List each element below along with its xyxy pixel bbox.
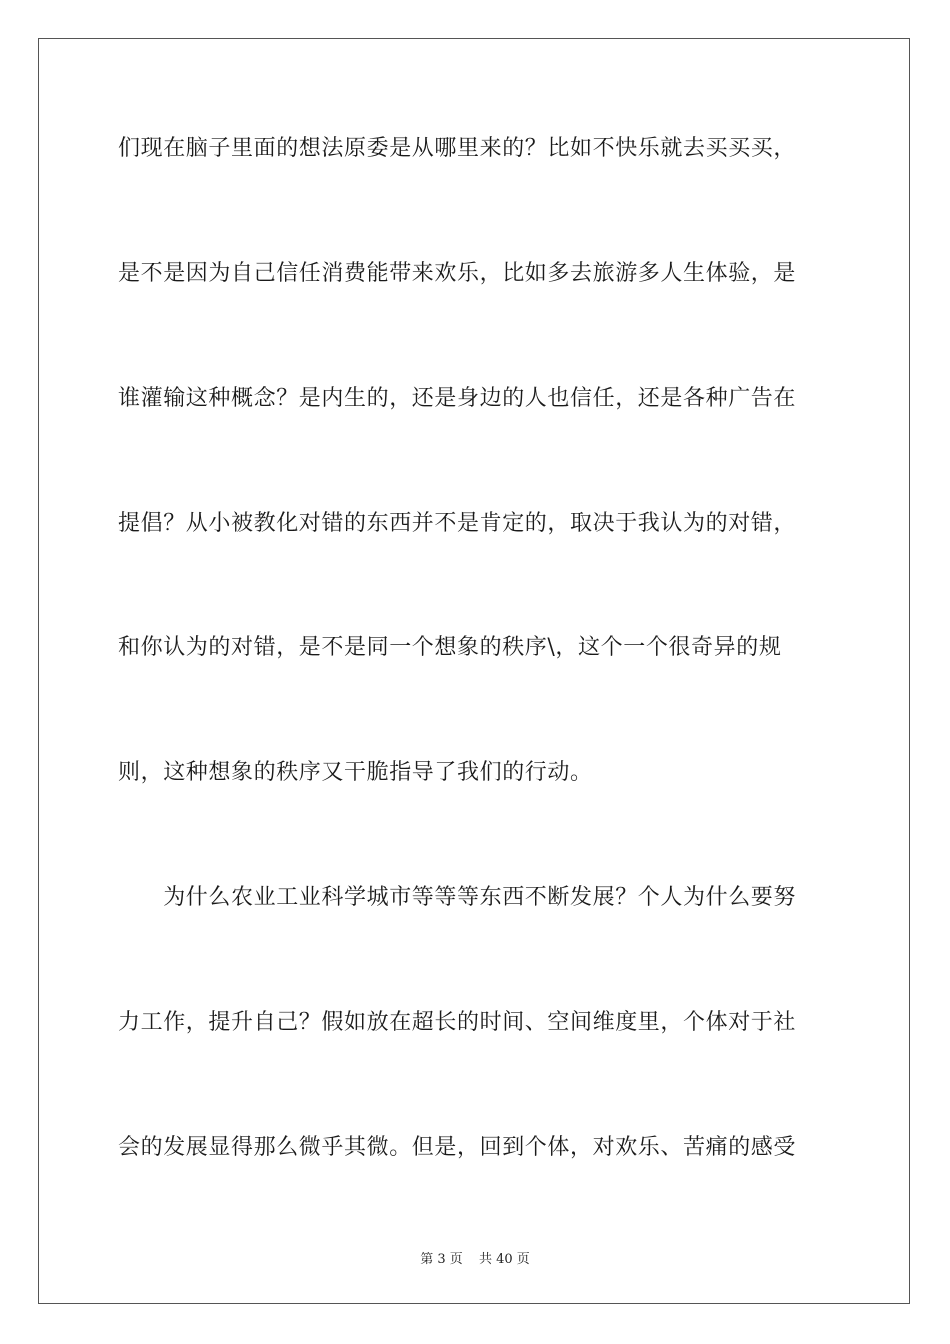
body-text-line-7: 为什么农业工业科学城市等等等东西不断发展？个人为什么要努: [118, 885, 797, 910]
body-text-line-1: 们现在脑子里面的想法原委是从哪里来的？比如不快乐就去买买买，: [118, 136, 797, 161]
body-text-line-2: 是不是因为自己信任消费能带来欢乐，比如多去旅游多人生体验，是: [118, 261, 797, 286]
page-footer: [0, 1248, 950, 1267]
body-text-line-3: 谁灌输这种概念？是内生的，还是身边的人也信任，还是各种广告在: [118, 386, 797, 411]
body-text-line-6: 则，这种想象的秩序又干脆指导了我们的行动。: [118, 760, 593, 785]
body-text-line-5: 和你认为的对错，是不是同一个想象的秩序\，这个一个很奇异的规: [118, 635, 782, 660]
body-text-line-4: 提倡？从小被教化对错的东西并不是肯定的，取决于我认为的对错，: [118, 511, 797, 536]
body-text-line-9: 会的发展显得那么微乎其微。但是，回到个体，对欢乐、苦痛的感受: [118, 1135, 797, 1160]
page-number: 第 3 页: [420, 1252, 463, 1267]
body-text-line-8: 力工作，提升自己？假如放在超长的时间、空间维度里，个体对于社: [118, 1010, 797, 1035]
page-border: [38, 38, 910, 1304]
page-total: 共 40 页: [478, 1252, 530, 1267]
